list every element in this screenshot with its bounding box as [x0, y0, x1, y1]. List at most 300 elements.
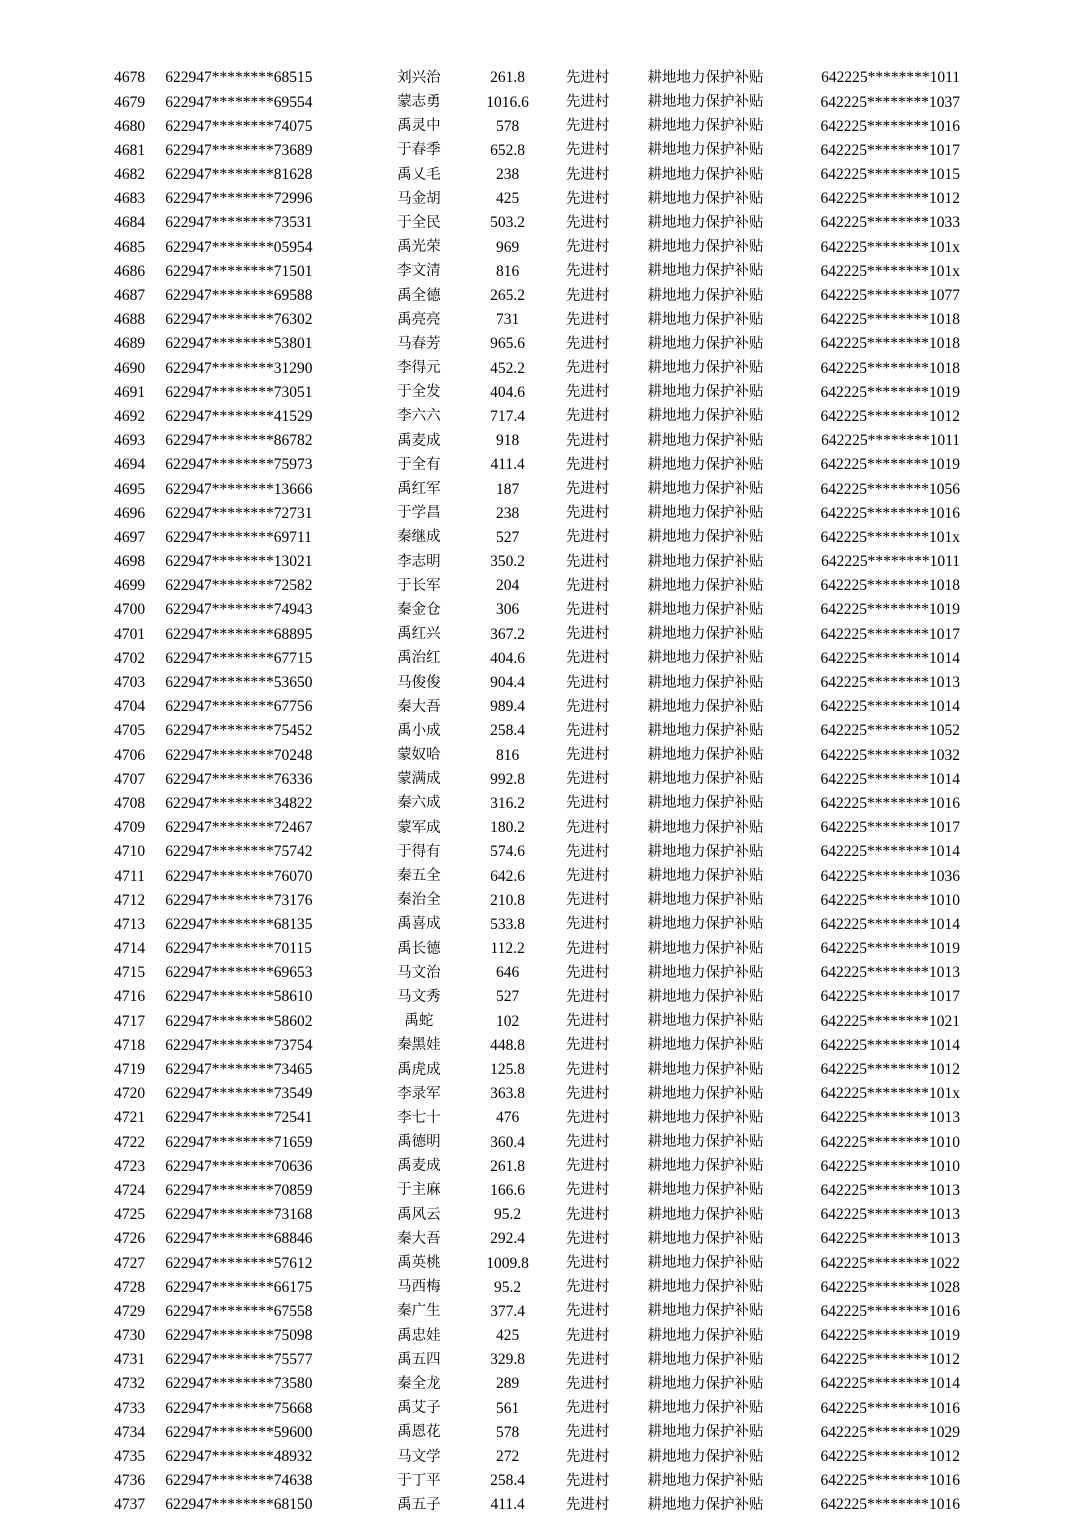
row-id-number: 622947********72582 — [165, 577, 313, 595]
row-person-name: 禹全德 — [397, 287, 441, 304]
row-sequence: 4733 — [114, 1399, 146, 1417]
row-amount: 717.4 — [490, 407, 526, 425]
table-row — [100, 187, 962, 211]
row-account-number: 642225********1014 — [820, 770, 960, 788]
row-village: 先进村 — [565, 964, 610, 981]
row-subsidy-type: 耕地地力保护补贴 — [647, 1303, 764, 1320]
table-row — [100, 767, 962, 791]
row-amount: 377.4 — [490, 1302, 526, 1320]
row-amount: 261.8 — [490, 69, 526, 87]
table-row — [100, 695, 962, 719]
row-id-number: 622947********75577 — [165, 1351, 313, 1369]
row-amount: 306 — [495, 601, 520, 619]
row-person-name: 于春季 — [397, 142, 441, 159]
row-account-number: 642225********1014 — [820, 843, 960, 861]
row-sequence: 4718 — [114, 1036, 146, 1054]
row-subsidy-type: 耕地地力保护补贴 — [647, 674, 764, 691]
row-sequence: 4698 — [114, 553, 146, 571]
row-account-number: 642225********1013 — [820, 1230, 960, 1248]
row-village: 先进村 — [565, 239, 610, 256]
row-amount: 289 — [495, 1375, 520, 1393]
row-subsidy-type: 耕地地力保护补贴 — [647, 1448, 764, 1465]
subsidy-records-table — [100, 66, 962, 1517]
row-subsidy-type: 耕地地力保护补贴 — [647, 1230, 764, 1247]
row-subsidy-type: 耕地地力保护补贴 — [647, 214, 764, 231]
row-village: 先进村 — [565, 214, 610, 231]
row-person-name: 禹红兴 — [397, 626, 441, 643]
row-account-number: 642225********1036 — [820, 867, 960, 885]
row-subsidy-type: 耕地地力保护补贴 — [647, 94, 764, 111]
row-account-number: 642225********1014 — [820, 649, 960, 667]
row-sequence: 4725 — [114, 1206, 146, 1224]
row-village: 先进村 — [565, 1400, 610, 1417]
row-sequence: 4684 — [114, 214, 146, 232]
row-account-number: 642225********1052 — [820, 722, 960, 740]
row-account-number: 642225********1013 — [820, 674, 960, 692]
row-subsidy-type: 耕地地力保护补贴 — [647, 287, 764, 304]
table-row — [100, 1251, 962, 1275]
table-row — [100, 1493, 962, 1517]
table-row — [100, 1009, 962, 1033]
row-person-name: 禹亮亮 — [397, 311, 441, 328]
row-person-name: 蒙满成 — [397, 771, 441, 788]
row-account-number: 642225********1021 — [820, 1012, 960, 1030]
row-person-name: 秦大吾 — [397, 1230, 441, 1247]
table-row — [100, 913, 962, 937]
row-subsidy-type: 耕地地力保护补贴 — [647, 481, 764, 498]
row-account-number: 642225********1016 — [820, 117, 960, 135]
row-village: 先进村 — [565, 1230, 610, 1247]
table-row — [100, 1372, 962, 1396]
row-village: 先进村 — [565, 988, 610, 1005]
row-id-number: 622947********73465 — [165, 1061, 313, 1079]
row-subsidy-type: 耕地地力保护补贴 — [647, 698, 764, 715]
row-village: 先进村 — [565, 1134, 610, 1151]
row-id-number: 622947********69653 — [165, 964, 313, 982]
row-amount: 411.4 — [490, 1496, 525, 1514]
row-id-number: 622947********59600 — [165, 1423, 313, 1441]
row-id-number: 622947********73549 — [165, 1085, 313, 1103]
row-sequence: 4704 — [114, 698, 146, 716]
row-subsidy-type: 耕地地力保护补贴 — [647, 892, 764, 909]
row-person-name: 于得有 — [397, 843, 441, 860]
row-village: 先进村 — [565, 529, 610, 546]
row-person-name: 禹麦成 — [397, 1158, 441, 1175]
row-sequence: 4708 — [114, 794, 146, 812]
table-row — [100, 1203, 962, 1227]
row-amount: 425 — [495, 190, 520, 208]
row-sequence: 4681 — [114, 141, 146, 159]
row-account-number: 642225********1018 — [820, 335, 960, 353]
row-amount: 476 — [495, 1109, 520, 1127]
row-id-number: 622947********68135 — [165, 915, 313, 933]
row-account-number: 642225********1014 — [820, 1375, 960, 1393]
row-subsidy-type: 耕地地力保护补贴 — [647, 916, 764, 933]
row-person-name: 禹灵中 — [397, 118, 441, 135]
row-amount: 578 — [495, 1423, 520, 1441]
row-person-name: 李录军 — [397, 1085, 441, 1102]
row-village: 先进村 — [565, 69, 610, 86]
row-person-name: 于主麻 — [397, 1182, 441, 1199]
row-sequence: 4703 — [114, 674, 146, 692]
row-subsidy-type: 耕地地力保护补贴 — [647, 1327, 764, 1344]
row-village: 先进村 — [565, 819, 610, 836]
row-person-name: 禹治红 — [397, 650, 441, 667]
row-sequence: 4729 — [114, 1302, 146, 1320]
row-amount: 646 — [495, 964, 520, 982]
row-village: 先进村 — [565, 1351, 610, 1368]
row-person-name: 于全发 — [397, 384, 441, 401]
table-row — [100, 574, 962, 598]
table-row — [100, 1300, 962, 1324]
row-subsidy-type: 耕地地力保护补贴 — [647, 626, 764, 643]
row-village: 先进村 — [565, 408, 610, 425]
row-village: 先进村 — [565, 795, 610, 812]
row-sequence: 4727 — [114, 1254, 146, 1272]
row-sequence: 4694 — [114, 456, 146, 474]
row-subsidy-type: 耕地地力保护补贴 — [647, 1013, 764, 1030]
row-sequence: 4736 — [114, 1472, 146, 1490]
row-subsidy-type: 耕地地力保护补贴 — [647, 795, 764, 812]
row-amount: 95.2 — [494, 1206, 522, 1224]
row-account-number: 642225********101x — [820, 238, 960, 256]
row-account-number: 642225********1019 — [820, 1327, 960, 1345]
row-id-number: 622947********68515 — [165, 69, 313, 87]
row-sequence: 4726 — [114, 1230, 146, 1248]
row-account-number: 642225********1017 — [820, 819, 960, 837]
row-sequence: 4714 — [114, 940, 146, 958]
row-village: 先进村 — [565, 1109, 610, 1126]
row-village: 先进村 — [565, 142, 610, 159]
table-row — [100, 1058, 962, 1082]
row-village: 先进村 — [565, 1061, 610, 1078]
row-id-number: 622947********73689 — [165, 141, 313, 159]
table-row — [100, 501, 962, 525]
row-subsidy-type: 耕地地力保护补贴 — [647, 1400, 764, 1417]
row-sequence: 4710 — [114, 843, 146, 861]
row-id-number: 622947********86782 — [165, 432, 313, 450]
row-sequence: 4711 — [114, 867, 145, 885]
row-person-name: 马俊俊 — [397, 674, 441, 691]
row-person-name: 马金胡 — [397, 190, 441, 207]
row-sequence: 4685 — [114, 238, 146, 256]
row-id-number: 622947********66175 — [165, 1278, 313, 1296]
row-amount: 166.6 — [490, 1181, 526, 1199]
row-amount: 503.2 — [490, 214, 526, 232]
row-account-number: 642225********1022 — [820, 1254, 960, 1272]
row-account-number: 642225********1019 — [820, 383, 960, 401]
row-amount: 425 — [495, 1327, 520, 1345]
row-village: 先进村 — [565, 868, 610, 885]
row-amount: 292.4 — [490, 1230, 526, 1248]
row-village: 先进村 — [565, 577, 610, 594]
row-village: 先进村 — [565, 456, 610, 473]
row-village: 先进村 — [565, 384, 610, 401]
row-subsidy-type: 耕地地力保护补贴 — [647, 335, 764, 352]
row-amount: 272 — [495, 1448, 520, 1466]
row-id-number: 622947********31290 — [165, 359, 313, 377]
row-village: 先进村 — [565, 843, 610, 860]
row-person-name: 禹英桃 — [397, 1255, 441, 1272]
row-id-number: 622947********68895 — [165, 625, 313, 643]
row-account-number: 642225********1018 — [820, 311, 960, 329]
row-subsidy-type: 耕地地力保护补贴 — [647, 1255, 764, 1272]
row-person-name: 禹五四 — [397, 1351, 441, 1368]
row-person-name: 禹麦成 — [397, 432, 441, 449]
row-account-number: 642225********1013 — [820, 1109, 960, 1127]
row-account-number: 642225********1011 — [821, 69, 960, 87]
row-subsidy-type: 耕地地力保护补贴 — [647, 432, 764, 449]
table-row — [100, 114, 962, 138]
row-subsidy-type: 耕地地力保护补贴 — [647, 311, 764, 328]
row-id-number: 622947********71501 — [165, 262, 313, 280]
row-id-number: 622947********76302 — [165, 311, 313, 329]
row-amount: 125.8 — [490, 1061, 526, 1079]
row-village: 先进村 — [565, 360, 610, 377]
row-subsidy-type: 耕地地力保护补贴 — [647, 1134, 764, 1151]
row-subsidy-type: 耕地地力保护补贴 — [647, 940, 764, 957]
row-amount: 329.8 — [490, 1351, 526, 1369]
row-amount: 642.6 — [490, 867, 526, 885]
row-village: 先进村 — [565, 1085, 610, 1102]
row-amount: 816 — [495, 262, 520, 280]
row-account-number: 642225********1019 — [820, 940, 960, 958]
row-id-number: 622947********73176 — [165, 891, 313, 909]
row-subsidy-type: 耕地地力保护补贴 — [647, 1496, 764, 1513]
row-id-number: 622947********68846 — [165, 1230, 313, 1248]
row-sequence: 4679 — [114, 93, 146, 111]
row-sequence: 4712 — [114, 891, 146, 909]
row-id-number: 622947********72541 — [165, 1109, 313, 1127]
row-subsidy-type: 耕地地力保护补贴 — [647, 1182, 764, 1199]
row-id-number: 622947********73531 — [165, 214, 313, 232]
row-id-number: 622947********74943 — [165, 601, 313, 619]
table-row — [100, 1106, 962, 1130]
row-person-name: 刘兴治 — [397, 69, 441, 86]
row-village: 先进村 — [565, 1255, 610, 1272]
row-sequence: 4734 — [114, 1423, 146, 1441]
row-account-number: 642225********1077 — [820, 287, 960, 305]
row-subsidy-type: 耕地地力保护补贴 — [647, 1472, 764, 1489]
table-row — [100, 284, 962, 308]
row-person-name: 秦全龙 — [397, 1375, 441, 1392]
row-person-name: 马春芳 — [397, 335, 441, 352]
row-village: 先进村 — [565, 698, 610, 715]
row-village: 先进村 — [565, 118, 610, 135]
row-person-name: 于丁平 — [397, 1472, 441, 1489]
row-amount: 816 — [495, 746, 520, 764]
row-person-name: 禹风云 — [397, 1206, 441, 1223]
row-account-number: 642225********1011 — [821, 553, 960, 571]
row-subsidy-type: 耕地地力保护补贴 — [647, 1424, 764, 1441]
row-sequence: 4728 — [114, 1278, 146, 1296]
row-subsidy-type: 耕地地力保护补贴 — [647, 239, 764, 256]
row-amount: 210.8 — [490, 891, 526, 909]
row-id-number: 622947********13666 — [165, 480, 313, 498]
row-village: 先进村 — [565, 626, 610, 643]
row-sequence: 4719 — [114, 1061, 146, 1079]
row-amount: 989.4 — [490, 698, 526, 716]
row-person-name: 禹恩花 — [397, 1424, 441, 1441]
row-village: 先进村 — [565, 747, 610, 764]
row-village: 先进村 — [565, 94, 610, 111]
row-id-number: 622947********67715 — [165, 649, 313, 667]
row-account-number: 642225********1012 — [820, 1061, 960, 1079]
row-village: 先进村 — [565, 1448, 610, 1465]
row-amount: 316.2 — [490, 794, 526, 812]
row-sequence: 4717 — [114, 1012, 146, 1030]
row-person-name: 禹喜成 — [397, 916, 441, 933]
row-subsidy-type: 耕地地力保护补贴 — [647, 601, 764, 618]
row-amount: 452.2 — [490, 359, 526, 377]
row-id-number: 622947********71659 — [165, 1133, 313, 1151]
row-subsidy-type: 耕地地力保护补贴 — [647, 456, 764, 473]
row-amount: 238 — [495, 504, 520, 522]
row-account-number: 642225********1014 — [820, 915, 960, 933]
row-village: 先进村 — [565, 190, 610, 207]
row-sequence: 4697 — [114, 528, 146, 546]
table-row — [100, 1469, 962, 1493]
row-account-number: 642225********1033 — [820, 214, 960, 232]
row-sequence: 4706 — [114, 746, 146, 764]
table-row — [100, 1445, 962, 1469]
row-id-number: 622947********81628 — [165, 166, 313, 184]
row-amount: 904.4 — [490, 674, 526, 692]
row-person-name: 李七十 — [397, 1109, 441, 1126]
row-account-number: 642225********101x — [820, 1085, 960, 1103]
table-row — [100, 1034, 962, 1058]
row-account-number: 642225********1019 — [820, 456, 960, 474]
row-subsidy-type: 耕地地力保护补贴 — [647, 384, 764, 401]
row-village: 先进村 — [565, 311, 610, 328]
row-account-number: 642225********1013 — [820, 1181, 960, 1199]
table-row — [100, 1154, 962, 1178]
table-row — [100, 816, 962, 840]
row-id-number: 622947********72996 — [165, 190, 313, 208]
row-person-name: 秦黑娃 — [397, 1037, 441, 1054]
row-account-number: 642225********1056 — [820, 480, 960, 498]
row-sequence: 4692 — [114, 407, 146, 425]
row-id-number: 622947********70859 — [165, 1181, 313, 1199]
row-sequence: 4693 — [114, 432, 146, 450]
table-row — [100, 429, 962, 453]
row-village: 先进村 — [565, 650, 610, 667]
row-sequence: 4731 — [114, 1351, 146, 1369]
row-village: 先进村 — [565, 722, 610, 739]
row-subsidy-type: 耕地地力保护补贴 — [647, 1206, 764, 1223]
row-subsidy-type: 耕地地力保护补贴 — [647, 868, 764, 885]
row-person-name: 禹蛇 — [404, 1013, 434, 1030]
table-row — [100, 477, 962, 501]
row-sequence: 4691 — [114, 383, 146, 401]
row-person-name: 禹乂毛 — [397, 166, 441, 183]
row-person-name: 于学昌 — [397, 505, 441, 522]
row-subsidy-type: 耕地地力保护补贴 — [647, 819, 764, 836]
row-person-name: 李志明 — [397, 553, 441, 570]
table-row — [100, 864, 962, 888]
row-amount: 918 — [495, 432, 520, 450]
table-row — [100, 792, 962, 816]
row-sequence: 4720 — [114, 1085, 146, 1103]
row-person-name: 秦金仓 — [397, 601, 441, 618]
row-person-name: 禹长德 — [397, 940, 441, 957]
row-account-number: 642225********1012 — [820, 1351, 960, 1369]
table-row — [100, 985, 962, 1009]
row-person-name: 禹小成 — [397, 722, 441, 739]
row-amount: 350.2 — [490, 553, 526, 571]
table-row — [100, 90, 962, 114]
row-amount: 180.2 — [490, 819, 526, 837]
row-id-number: 622947********72467 — [165, 819, 313, 837]
row-amount: 258.4 — [490, 722, 526, 740]
row-amount: 1016.6 — [486, 93, 529, 111]
row-account-number: 642225********1010 — [820, 1157, 960, 1175]
row-amount: 360.4 — [490, 1133, 526, 1151]
row-village: 先进村 — [565, 1013, 610, 1030]
table-row — [100, 961, 962, 985]
row-sequence: 4709 — [114, 819, 146, 837]
row-subsidy-type: 耕地地力保护补贴 — [647, 118, 764, 135]
row-amount: 448.8 — [490, 1036, 526, 1054]
table-row — [100, 163, 962, 187]
row-sequence: 4702 — [114, 649, 146, 667]
row-amount: 574.6 — [490, 843, 526, 861]
row-id-number: 622947********69588 — [165, 287, 313, 305]
row-account-number: 642225********1018 — [820, 359, 960, 377]
table-row — [100, 308, 962, 332]
row-account-number: 642225********1016 — [820, 1496, 960, 1514]
row-village: 先进村 — [565, 553, 610, 570]
row-account-number: 642225********1029 — [820, 1423, 960, 1441]
row-id-number: 622947********75668 — [165, 1399, 313, 1417]
row-amount: 404.6 — [490, 649, 526, 667]
row-person-name: 禹虎成 — [397, 1061, 441, 1078]
row-sequence: 4735 — [114, 1448, 146, 1466]
row-account-number: 642225********1014 — [820, 698, 960, 716]
row-village: 先进村 — [565, 481, 610, 498]
row-sequence: 4715 — [114, 964, 146, 982]
row-person-name: 禹光荣 — [397, 239, 441, 256]
row-sequence: 4680 — [114, 117, 146, 135]
row-sequence: 4701 — [114, 625, 146, 643]
table-row — [100, 937, 962, 961]
row-sequence: 4723 — [114, 1157, 146, 1175]
row-id-number: 622947********53801 — [165, 335, 313, 353]
row-id-number: 622947********70115 — [165, 940, 312, 958]
table-row — [100, 719, 962, 743]
row-person-name: 于全有 — [397, 456, 441, 473]
row-sequence: 4689 — [114, 335, 146, 353]
table-row — [100, 453, 962, 477]
row-id-number: 622947********70248 — [165, 746, 313, 764]
table-row — [100, 332, 962, 356]
row-amount: 1009.8 — [486, 1254, 529, 1272]
row-village: 先进村 — [565, 1279, 610, 1296]
row-id-number: 622947********73168 — [165, 1206, 313, 1224]
table-row — [100, 743, 962, 767]
row-account-number: 642225********1032 — [820, 746, 960, 764]
row-id-number: 622947********72731 — [165, 504, 313, 522]
row-subsidy-type: 耕地地力保护补贴 — [647, 408, 764, 425]
row-account-number: 642225********1014 — [820, 1036, 960, 1054]
row-account-number: 642225********1012 — [820, 190, 960, 208]
row-village: 先进村 — [565, 1472, 610, 1489]
row-sequence: 4687 — [114, 287, 146, 305]
row-sequence: 4737 — [114, 1496, 146, 1514]
row-id-number: 622947********73051 — [165, 383, 313, 401]
table-row — [100, 380, 962, 404]
row-person-name: 禹艾子 — [397, 1400, 441, 1417]
